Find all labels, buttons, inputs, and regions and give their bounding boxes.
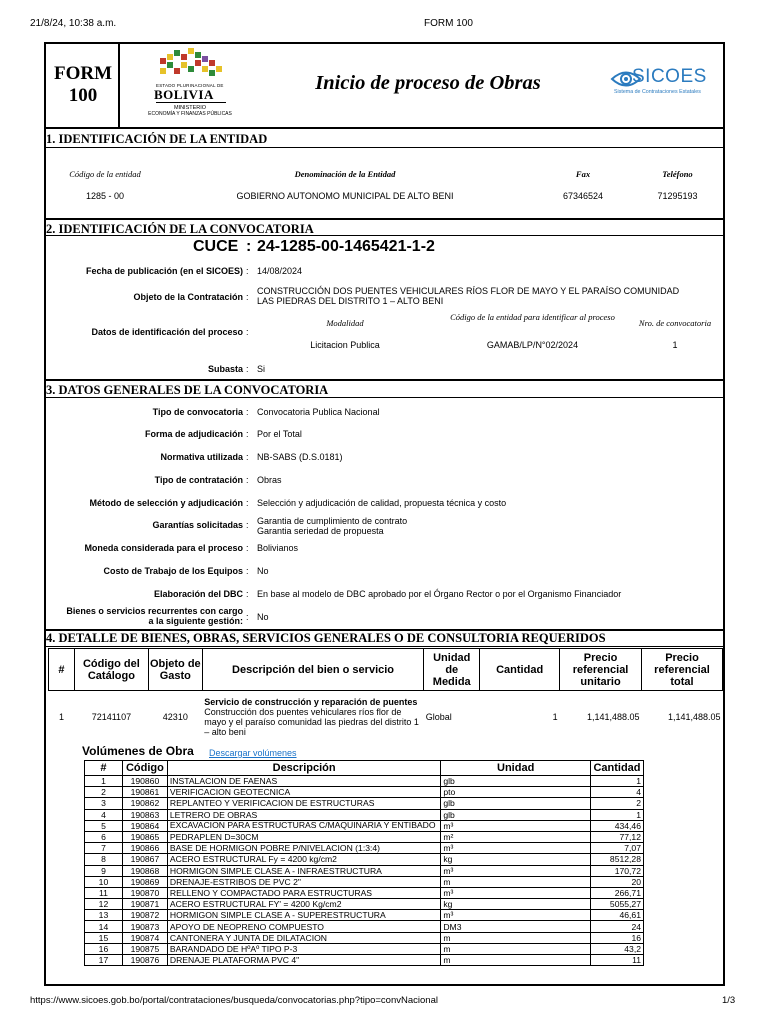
- fecha-label: Fecha de publicación (en el SICOES): [85, 266, 243, 276]
- vol-num: 3: [85, 798, 123, 809]
- vol-codigo: 190870: [122, 887, 167, 898]
- vol-descripcion: ACERO ESTRUCTURAL FY' = 4200 Kg/cm2: [167, 899, 440, 910]
- vol-descripcion: BASE DE HORMIGON POBRE P/NIVELACION (1:3:4): [167, 843, 440, 854]
- page-title: Inicio de proceso de Obras: [315, 72, 541, 94]
- divider-2: [44, 218, 725, 220]
- volumes-table: [84, 760, 644, 966]
- codigo-proceso-header: Código de la entidad para identificar al proceso: [450, 312, 615, 322]
- colon: :: [246, 612, 249, 622]
- detail-table: [48, 648, 723, 743]
- objeto-value-line1: CONSTRUCCIÓN DOS PUENTES VEHICULARES RÍOS FLOR DE MAYO Y EL PARAÍSO COMUNIDAD: [257, 286, 680, 296]
- volumes-table-body: [85, 776, 644, 966]
- tipo-contratacion-label: Tipo de contratación: [154, 475, 243, 485]
- vol-num: 8: [85, 854, 123, 865]
- vol-descripcion: APOYO DE NEOPRENO COMPUESTO: [167, 921, 440, 932]
- detail-header-unitario: Precio referencial unitario: [560, 649, 642, 691]
- vol-codigo: 190866: [122, 843, 167, 854]
- vol-unidad: m²: [441, 831, 591, 842]
- bolivia-logo: [134, 46, 254, 122]
- vol-num: 2: [85, 787, 123, 798]
- fecha-colon: :: [246, 266, 249, 276]
- vol-num: 17: [85, 955, 123, 966]
- divider-3: [44, 379, 725, 381]
- metodo-seleccion-label: Método de selección y adjudicación: [89, 498, 243, 508]
- vol-num: 11: [85, 887, 123, 898]
- normativa-label: Normativa utilizada: [160, 452, 243, 462]
- vol-codigo: 190873: [122, 921, 167, 932]
- vol-codigo: 190864: [122, 820, 167, 831]
- garantias-value: [257, 516, 407, 536]
- vol-cantidad: 434,46: [590, 820, 643, 831]
- vol-codigo: 190871: [122, 899, 167, 910]
- print-title: FORM 100: [424, 18, 473, 29]
- vol-descripcion: VERIFICACION GEOTECNICA: [167, 787, 440, 798]
- entity-phone: 71295193: [657, 191, 698, 201]
- vol-codigo: 190865: [122, 831, 167, 842]
- bolivia-emblem-icon: [134, 46, 254, 86]
- detail-desc-title: Servicio de construcción y reparación de puentes: [204, 696, 418, 707]
- vol-cantidad: 24: [590, 921, 643, 932]
- vol-num: 9: [85, 865, 123, 876]
- vol-descripcion: DRENAJE PLATAFORMA PVC 4": [167, 955, 440, 966]
- colon: :: [246, 566, 249, 576]
- divider-1b: [44, 147, 725, 148]
- detail-objeto: 42310: [162, 711, 188, 722]
- vol-cantidad: 5055,27: [590, 899, 643, 910]
- garantias-label: Garantías solicitadas: [152, 520, 243, 530]
- tipo-convocatoria-label: Tipo de convocatoria: [152, 407, 243, 417]
- divider-4b: [44, 646, 725, 647]
- detail-descripcion: [202, 691, 423, 743]
- moneda-label: Moneda considerada para el proceso: [84, 543, 243, 553]
- vol-codigo: 190860: [122, 776, 167, 787]
- vol-unidad: m: [441, 955, 591, 966]
- table-row: [85, 943, 644, 954]
- table-row: [85, 854, 644, 865]
- vol-num: 1: [85, 776, 123, 787]
- table-row: [85, 955, 644, 966]
- elaboracion-dbc-value: En base al modelo de DBC aprobado por el Órgano Rector o por el Organismo Financiador: [257, 589, 622, 599]
- entity-code-header: Código de la entidad: [69, 169, 141, 179]
- vol-cantidad: 11: [590, 955, 643, 966]
- vol-unidad: m³: [441, 910, 591, 921]
- sicoes-name: SICOES: [632, 66, 707, 87]
- vol-unidad: glb: [441, 776, 591, 787]
- colon: :: [246, 589, 249, 599]
- vol-unidad: pto: [441, 787, 591, 798]
- vol-cantidad: 7,07: [590, 843, 643, 854]
- logo-rule: [156, 102, 226, 103]
- table-row: [85, 776, 644, 787]
- detail-header-descripcion: Descripción del bien o servicio: [202, 649, 423, 691]
- garantia-2: Garantia seriedad de propuesta: [257, 526, 384, 536]
- logo-ministry-line3: ECONOMÍA Y FINANZAS PÚBLICAS: [148, 111, 232, 117]
- vol-codigo: 190861: [122, 787, 167, 798]
- sicoes-tagline: Sistema de Contrataciones Estatales: [614, 89, 701, 95]
- tipo-contratacion-value: Obras: [257, 475, 282, 485]
- vol-codigo: 190868: [122, 865, 167, 876]
- table-row: [85, 899, 644, 910]
- vol-codigo: 190874: [122, 932, 167, 943]
- subasta-label: Subasta: [207, 364, 243, 374]
- entity-fax: 67346524: [562, 191, 604, 201]
- vol-unidad: m³: [441, 843, 591, 854]
- detail-header-unidad: Unidad de Medida: [424, 649, 480, 691]
- detail-cantidad: 1: [552, 711, 558, 722]
- tipo-convocatoria-value: Convocatoria Publica Nacional: [257, 407, 380, 417]
- table-row: [85, 820, 644, 831]
- detail-header-num: #: [49, 649, 75, 691]
- datos-colon: :: [246, 327, 249, 337]
- vol-unidad: kg: [441, 899, 591, 910]
- recurrentes-label: [50, 606, 243, 626]
- vol-num: 15: [85, 932, 123, 943]
- colon: :: [246, 429, 249, 439]
- metodo-seleccion-value: Selección y adjudicación de calidad, propuesta técnica y costo: [257, 498, 507, 508]
- vol-codigo: 190867: [122, 854, 167, 865]
- forma-adjudicacion-value: Por el Total: [257, 429, 302, 439]
- vol-unidad: m: [441, 943, 591, 954]
- detail-unitario: 1,141,488.05: [586, 711, 640, 722]
- vol-descripcion: PEDRAPLEN D=30CM: [167, 831, 440, 842]
- colon: :: [246, 452, 249, 462]
- detail-total: 1,141,488.05: [667, 711, 721, 722]
- print-url: https://www.sicoes.gob.bo/portal/contrataciones/busqueda/convocatorias.php?tipo=convNacional: [30, 995, 438, 1006]
- logo-ministry: [134, 105, 246, 117]
- vol-header-cantidad: Cantidad: [590, 761, 643, 776]
- cuce-value: 24-1285-00-1465421-1-2: [257, 238, 435, 255]
- vol-cantidad: 43,2: [590, 943, 643, 954]
- vol-cantidad: 170,72: [590, 865, 643, 876]
- detail-header-catalogo: Código del Catálogo: [74, 649, 148, 691]
- vol-descripcion: HORMIGON SIMPLE CLASE A - INFRAESTRUCTURA: [167, 865, 440, 876]
- detail-header-total: Precio referencial total: [642, 649, 723, 691]
- table-row: [85, 787, 644, 798]
- entity-phone-header: Teléfono: [662, 169, 693, 179]
- vol-descripcion: BARANDADO DE HºAº TIPO P-3: [167, 943, 440, 954]
- vol-num: 16: [85, 943, 123, 954]
- form-number: [50, 63, 116, 107]
- recurrentes-label-line2: a la siguiente gestión:: [148, 616, 243, 626]
- vol-num: 5: [85, 820, 123, 831]
- entity-code: 1285 - 00: [85, 191, 125, 201]
- elaboracion-dbc-label: Elaboración del DBC: [153, 589, 243, 599]
- vol-unidad: glb: [441, 809, 591, 820]
- recurrentes-value: No: [257, 612, 269, 622]
- vol-descripcion: CANTONERA Y JUNTA DE DILATACION: [167, 932, 440, 943]
- vol-num: 4: [85, 809, 123, 820]
- vol-unidad: m³: [441, 887, 591, 898]
- table-row: [85, 809, 644, 820]
- section4-title: 4. DETALLE DE BIENES, OBRAS, SERVICIOS GENERALES O DE CONSULTORIA REQUERIDOS: [46, 631, 606, 645]
- download-volumes-link[interactable]: Descargar volúmenes: [209, 748, 297, 758]
- entity-name: GOBIERNO AUTONOMO MUNICIPAL DE ALTO BENI: [236, 191, 454, 201]
- table-row: [85, 843, 644, 854]
- cuce-colon: :: [246, 238, 252, 255]
- table-row: [85, 865, 644, 876]
- subasta-value: Si: [257, 364, 266, 374]
- nro-convocatoria-header: Nro. de convocatoria: [638, 318, 712, 328]
- vol-unidad: glb: [441, 798, 591, 809]
- volumenes-title: Volúmenes de Obra: [82, 744, 194, 758]
- detail-desc-text: Construcción dos puentes vehiculares ríos flor de mayo y el paraíso comunidad las piedras del distrito 1 – alto beni: [204, 706, 419, 737]
- vol-num: 13: [85, 910, 123, 921]
- vol-unidad: m³: [441, 820, 591, 831]
- vol-codigo: 190869: [122, 876, 167, 887]
- table-row: [85, 798, 644, 809]
- vol-num: 10: [85, 876, 123, 887]
- section2-title: 2. IDENTIFICACIÓN DE LA CONVOCATORIA: [46, 222, 314, 236]
- logo-country-text: BOLIVIA: [154, 87, 214, 102]
- print-page-number: 1/3: [722, 995, 736, 1006]
- nro-convocatoria-value: 1: [672, 340, 678, 350]
- table-row: [85, 887, 644, 898]
- vol-descripcion: REPLANTEO Y VERIFICACION DE ESTRUCTURAS: [167, 798, 440, 809]
- vol-unidad: kg: [441, 854, 591, 865]
- form-code: 100: [68, 85, 98, 106]
- vol-unidad: DM3: [441, 921, 591, 932]
- objeto-colon: :: [246, 292, 249, 302]
- vol-cantidad: 4: [590, 787, 643, 798]
- vol-cantidad: 77,12: [590, 831, 643, 842]
- vol-cantidad: 1: [590, 776, 643, 787]
- vol-num: 6: [85, 831, 123, 842]
- sicoes-logo: [610, 66, 725, 100]
- print-datetime: 21/8/24, 10:38 a.m.: [30, 18, 117, 29]
- section1-title: 1. IDENTIFICACIÓN DE LA ENTIDAD: [46, 132, 268, 146]
- codigo-proceso-value: GAMAB/LP/N°02/2024: [486, 340, 579, 350]
- modalidad-header: Modalidad: [326, 318, 364, 328]
- vol-header-num: #: [85, 761, 123, 776]
- datos-label: Datos de identificación del proceso: [91, 327, 243, 337]
- logo-ministry-line1: MINISTERIO: [173, 105, 207, 111]
- detail-num: 1: [58, 711, 64, 722]
- garantia-1: Garantia de cumplimiento de contrato: [257, 516, 408, 526]
- vol-cantidad: 1: [590, 809, 643, 820]
- vol-descripcion: INSTALACION DE FAENAS: [167, 776, 440, 787]
- detail-unidad: Global: [425, 711, 452, 722]
- header-divider: [118, 42, 120, 128]
- detail-header-objeto: Objeto de Gasto: [148, 649, 202, 691]
- moneda-value: Bolivianos: [257, 543, 299, 553]
- vol-cantidad: 20: [590, 876, 643, 887]
- vol-cantidad: 2: [590, 798, 643, 809]
- entity-name-header: Denominación de la Entidad: [294, 169, 396, 179]
- vol-header-unidad: Unidad: [441, 761, 591, 776]
- table-row: [85, 921, 644, 932]
- table-row: [49, 691, 723, 743]
- colon: :: [246, 520, 249, 530]
- vol-descripcion: HORMIGON SIMPLE CLASE A - SUPERESTRUCTURA: [167, 910, 440, 921]
- vol-header-descripcion: Descripción: [167, 761, 440, 776]
- costo-equipos-value: No: [257, 566, 269, 576]
- vol-cantidad: 266,71: [590, 887, 643, 898]
- vol-descripcion: LETRERO DE OBRAS: [167, 809, 440, 820]
- objeto-label: Objeto de la Contratación: [133, 292, 243, 302]
- vol-codigo: 190875: [122, 943, 167, 954]
- detail-header-cantidad: Cantidad: [480, 649, 560, 691]
- vol-num: 12: [85, 899, 123, 910]
- table-row: [85, 932, 644, 943]
- colon: :: [246, 475, 249, 485]
- section3-title: 3. DATOS GENERALES DE LA CONVOCATORIA: [46, 383, 329, 397]
- objeto-value: [257, 286, 679, 306]
- costo-equipos-label: Costo de Trabajo de los Equipos: [103, 566, 243, 576]
- objeto-value-line2: LAS PIEDRAS DEL DISTRITO 1 – ALTO BENI: [257, 296, 444, 306]
- vol-descripcion: RELLENO Y COMPACTADO PARA ESTRUCTURAS: [167, 887, 440, 898]
- colon: :: [246, 543, 249, 553]
- colon: :: [246, 498, 249, 508]
- normativa-value: NB-SABS (D.S.0181): [257, 452, 343, 462]
- vol-codigo: 190862: [122, 798, 167, 809]
- table-row: [85, 876, 644, 887]
- vol-cantidad: 46,61: [590, 910, 643, 921]
- table-row: [85, 831, 644, 842]
- vol-num: 14: [85, 921, 123, 932]
- vol-descripcion: EXCAVACION PARA ESTRUCTURAS C/MAQUINARIA Y ENTIBADO: [167, 820, 440, 831]
- vol-unidad: m: [441, 876, 591, 887]
- fecha-value: 14/08/2024: [257, 266, 303, 276]
- vol-codigo: 190872: [122, 910, 167, 921]
- colon: :: [246, 407, 249, 417]
- vol-codigo: 190863: [122, 809, 167, 820]
- cuce-label: CUCE: [193, 238, 239, 255]
- logo-small-text: ESTADO PLURINACIONAL DE: [156, 83, 224, 88]
- table-row: [85, 910, 644, 921]
- detail-catalogo: 72141107: [91, 711, 132, 722]
- vol-codigo: 190876: [122, 955, 167, 966]
- vol-descripcion: ACERO ESTRUCTURAL Fy = 4200 kg/cm2: [167, 854, 440, 865]
- vol-descripcion: DRENAJE-ESTRIBOS DE PVC 2": [167, 876, 440, 887]
- vol-num: 7: [85, 843, 123, 854]
- entity-fax-header: Fax: [575, 169, 591, 179]
- vol-unidad: m: [441, 932, 591, 943]
- vol-unidad: m³: [441, 865, 591, 876]
- forma-adjudicacion-label: Forma de adjudicación: [144, 429, 243, 439]
- vol-header-codigo: Código: [122, 761, 167, 776]
- divider-1: [44, 127, 725, 129]
- vol-cantidad: 16: [590, 932, 643, 943]
- form-label: FORM: [53, 63, 113, 84]
- recurrentes-label-line1: Bienes o servicios recurrentes con cargo: [66, 606, 243, 616]
- vol-cantidad: 8512,28: [590, 854, 643, 865]
- modalidad-value: Licitacion Publica: [310, 340, 380, 350]
- subasta-colon: :: [246, 364, 249, 374]
